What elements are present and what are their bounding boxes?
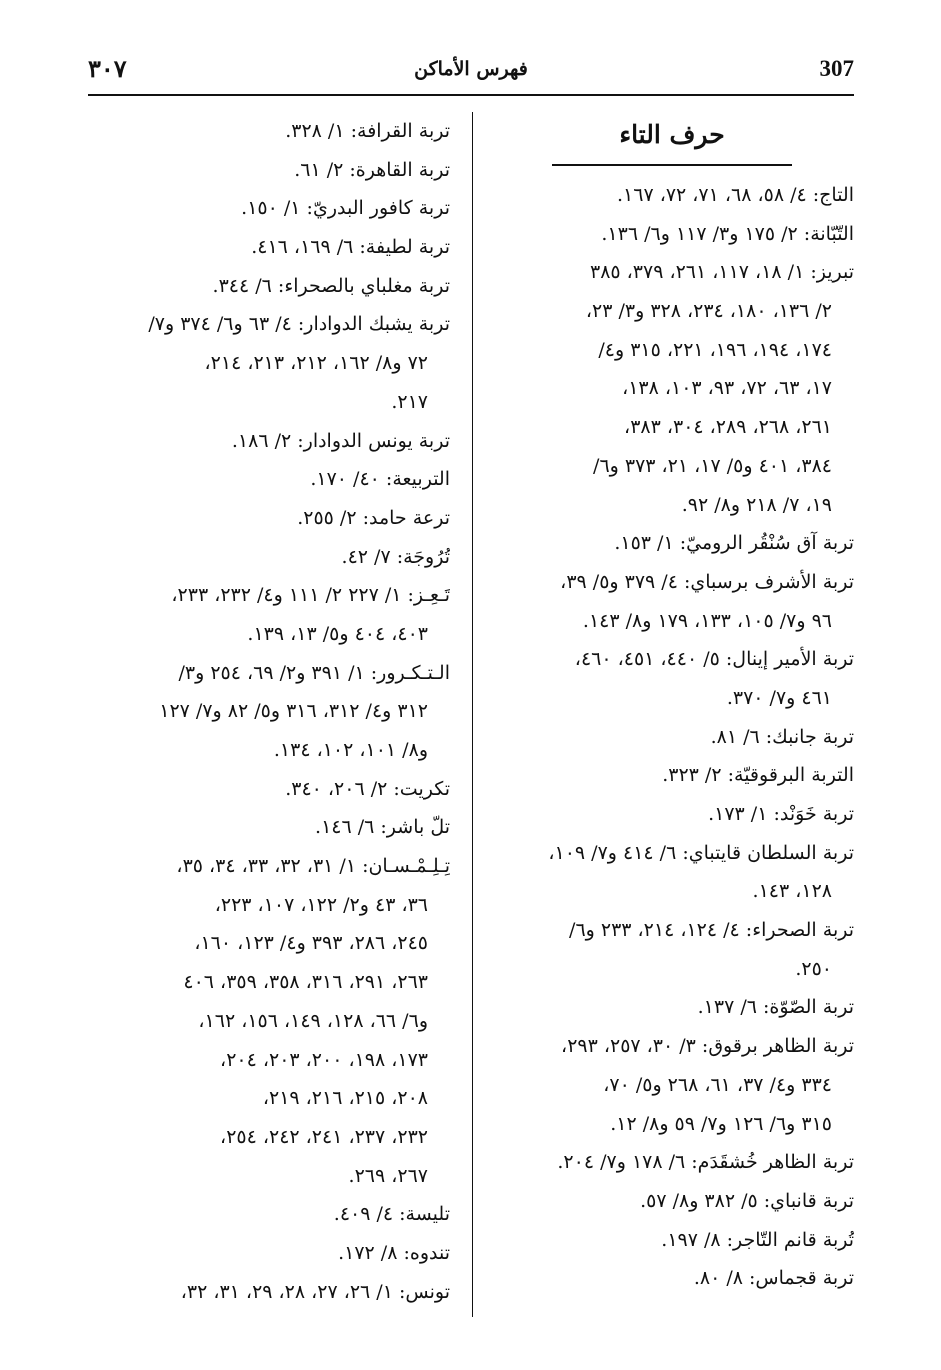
index-entry: تربة الأشرف برسباي: ٤/ ٣٧٩ و٥/ ٣٩،	[560, 570, 854, 593]
index-entry-continuation: ٢/ ١٣٦، ١٨٠، ٢٣٤، ٣٢٨ و٣/ ٢٣،	[585, 300, 832, 323]
index-entry-continuation: ٣١٥ و٦/ ١٢٦ و٧/ ٥٩ و٨/ ١٢.	[610, 1112, 832, 1135]
index-entry: تليسة: ٤/ ٤٠٩.	[333, 1203, 450, 1226]
index-entry: تربة الأمير إينال: ٥/ ٤٤٠، ٤٥١، ٤٦٠،	[574, 648, 854, 671]
index-entry-continuation: ٢١٧.	[391, 390, 428, 413]
index-entry-continuation: ١٢٨، ١٤٣.	[752, 880, 832, 903]
index-entry: تونس: ١/ ٢٦، ٢٧، ٢٨، ٢٩، ٣١، ٣٢،	[180, 1280, 450, 1303]
index-entry-continuation: ١٧، ٦٣، ٧٢، ٩٣، ١٠٣، ١٣٨،	[622, 377, 832, 400]
index-entry: تربة يونس الدوادار: ٢/ ١٨٦.	[231, 429, 450, 452]
index-entry: تَـعِـز: ١/ ٢٢٧ ٢/ ١١١ و٤/ ٢٣٢، ٢٣٣،	[171, 584, 450, 607]
left-column	[88, 112, 450, 1311]
index-entry: ترعة حامد: ٢/ ٢٥٥.	[297, 506, 450, 529]
section-title: حرف التاء	[619, 120, 725, 149]
page-header	[88, 52, 854, 92]
index-entry-continuation: ٣٣٤ و٤/ ٣٧، ٦١، ٢٦٨ و٥/ ٧٠،	[603, 1073, 832, 1096]
index-entry-continuation: ٢٥٠.	[795, 957, 832, 980]
index-entry-continuation: ١٧٣، ١٩٨، ٢٠٠، ٢٠٣، ٢٠٤،	[220, 1048, 428, 1071]
index-entry-continuation: ٣٦، ٤٣ و٢/ ١٢٢، ١٠٧، ٢٢٣،	[214, 893, 428, 916]
index-entry: تربة كافور البدريّ: ١/ ١٥٠.	[241, 197, 450, 220]
index-entry: تبريز: ١/ ١٨، ١١٧، ٢٦١، ٣٧٩، ٣٨٥	[590, 261, 854, 284]
index-entry: تندوه: ٨/ ١٧٢.	[338, 1241, 450, 1264]
index-entries-right	[490, 176, 854, 1298]
index-entry-continuation: ٤٠٣، ٤٠٤ و٥/ ١٣، ١٣٩.	[247, 622, 428, 645]
index-entry: التّبّانة: ٢/ ١٧٥ و٣/ ١١٧ و٦/ ١٣٦.	[601, 222, 854, 245]
index-entry-continuation: ١٧٤، ١٩٤، ١٩٦، ٢٢١، ٣١٥ و٤/	[598, 338, 832, 361]
index-entry-continuation: ٩٦ و٧/ ١٠٥، ١٣٣، ١٧٩ و٨/ ١٤٣.	[582, 609, 832, 632]
running-title: فهرس الأماكن	[414, 58, 528, 80]
index-entry: تربة جانبك: ٦/ ٨١.	[710, 725, 854, 748]
index-entry-continuation: و٦/ ٦٦، ١٢٨، ١٤٩، ١٥٦، ١٦٢،	[198, 1009, 428, 1032]
index-entry-continuation: ٣١٢ و٤/ ٣١٢، ٣١٦ و٥/ ٨٢ و٧/ ١٢٧	[159, 700, 428, 723]
index-entry: تربة الظاهر خُشقَدَم: ٦/ ١٧٨ و٧/ ٢٠٤.	[557, 1151, 854, 1174]
index-entry-continuation: ٢٣٢، ٢٣٧، ٢٤١، ٢٤٢، ٢٥٤،	[220, 1125, 428, 1148]
index-entry: تِـلِـمْـسـان: ١/ ٣١، ٣٢، ٣٣، ٣٤، ٣٥،	[176, 855, 450, 878]
index-entry: تربة السلطان قايتباي: ٦/ ٤١٤ و٧/ ١٠٩،	[548, 841, 854, 864]
index-entry-continuation: ٢٠٨، ٢١٥، ٢١٦، ٢١٩،	[262, 1087, 428, 1110]
index-entry: تربة آق سُنْقُر الروميّ: ١/ ١٥٣.	[614, 532, 854, 555]
index-entry-continuation: و٨/ ١٠١، ١٠٢، ١٣٤.	[273, 739, 428, 761]
index-entry: تُرُوجَة: ٧/ ٤٢.	[341, 545, 450, 568]
section-rule	[552, 164, 792, 166]
column-divider	[472, 112, 473, 1317]
index-entry: تربة الصّوّة: ٦/ ١٣٧.	[697, 996, 854, 1019]
index-entry: تربة القرافة: ١/ ٣٢٨.	[285, 120, 450, 142]
index-entry: تربة مغلباي بالصحراء: ٦/ ٣٤٤.	[212, 274, 450, 297]
index-entry-continuation: ١٩، ٧/ ٢١٨ و٨/ ٩٢.	[681, 493, 832, 516]
right-column	[490, 112, 854, 1298]
index-entry: تربة الظاهر برقوق: ٣/ ٣٠، ٢٥٧، ٢٩٣،	[561, 1035, 854, 1058]
index-entry: التاج: ٤/ ٥٨، ٦٨، ٧١، ٧٢، ١٦٧.	[616, 184, 854, 206]
index-entry-continuation: ٢٦٣، ٢٩١، ٣١٦، ٣٥٨، ٣٥٩، ٤٠٦	[183, 971, 428, 994]
index-entry-continuation: ٢٦٧، ٢٦٩.	[348, 1164, 428, 1187]
index-entry-continuation: ٣٨٤، ٤٠١ و٥/ ١٧، ٢١، ٣٧٣ و٦/	[593, 454, 832, 477]
index-entry: الـتـكـرور: ١/ ٣٩١ و٢/ ٦٩، ٢٥٤ و٣/	[178, 661, 450, 684]
header-rule	[88, 94, 854, 96]
page-number-latin: 307	[819, 56, 854, 81]
index-entry: تربة الصحراء: ٤/ ١٢٤، ٢١٤، ٢٣٣ و٦/	[569, 919, 854, 942]
index-entry-continuation: ٢٤٥، ٢٨٦، ٣٩٣ و٤/ ١٢٣، ١٦٠،	[194, 932, 428, 955]
index-entry: تربة يشبك الدوادار: ٤/ ٦٣ و٦/ ٣٧٤ و٧/	[148, 313, 450, 336]
index-entries-left	[88, 112, 450, 1311]
index-entry-continuation: ٢٦١، ٢٦٨، ٢٨٩، ٣٠٤، ٣٨٣،	[624, 416, 832, 439]
index-entry: تربة لطيفة: ٦/ ١٦٩، ٤١٦.	[251, 236, 450, 259]
index-entry-continuation: ٤٦١ و٧/ ٣٧٠.	[726, 686, 832, 709]
index-entry-continuation: ٧٢ و٨/ ١٦٢، ٢١٢، ٢١٣، ٢١٤،	[204, 352, 428, 375]
index-entry: تربة القاهرة: ٢/ ٦١.	[294, 158, 450, 181]
index-entry: التربة البرقوقيّة: ٢/ ٣٢٣.	[662, 764, 854, 787]
index-entry: تربة قجماس: ٨/ ٨٠.	[693, 1267, 854, 1290]
index-entry: تربة قانباي: ٥/ ٣٨٢ و٨/ ٥٧.	[640, 1189, 854, 1212]
index-entry: تُربة قانم التّاجر: ٨/ ١٩٧.	[661, 1228, 854, 1251]
index-entry: التربيعة: ٤٠/ ١٧٠.	[310, 468, 450, 491]
index-entry: تربة خَوَنْد: ١/ ١٧٣.	[708, 803, 854, 825]
page-number-arabic: ٣٠٧	[88, 54, 127, 83]
index-entry: تكريت: ٢/ ٢٠٦، ٣٤٠.	[285, 777, 450, 800]
index-entry: تلّ باشر: ٦/ ١٤٦.	[315, 816, 450, 839]
